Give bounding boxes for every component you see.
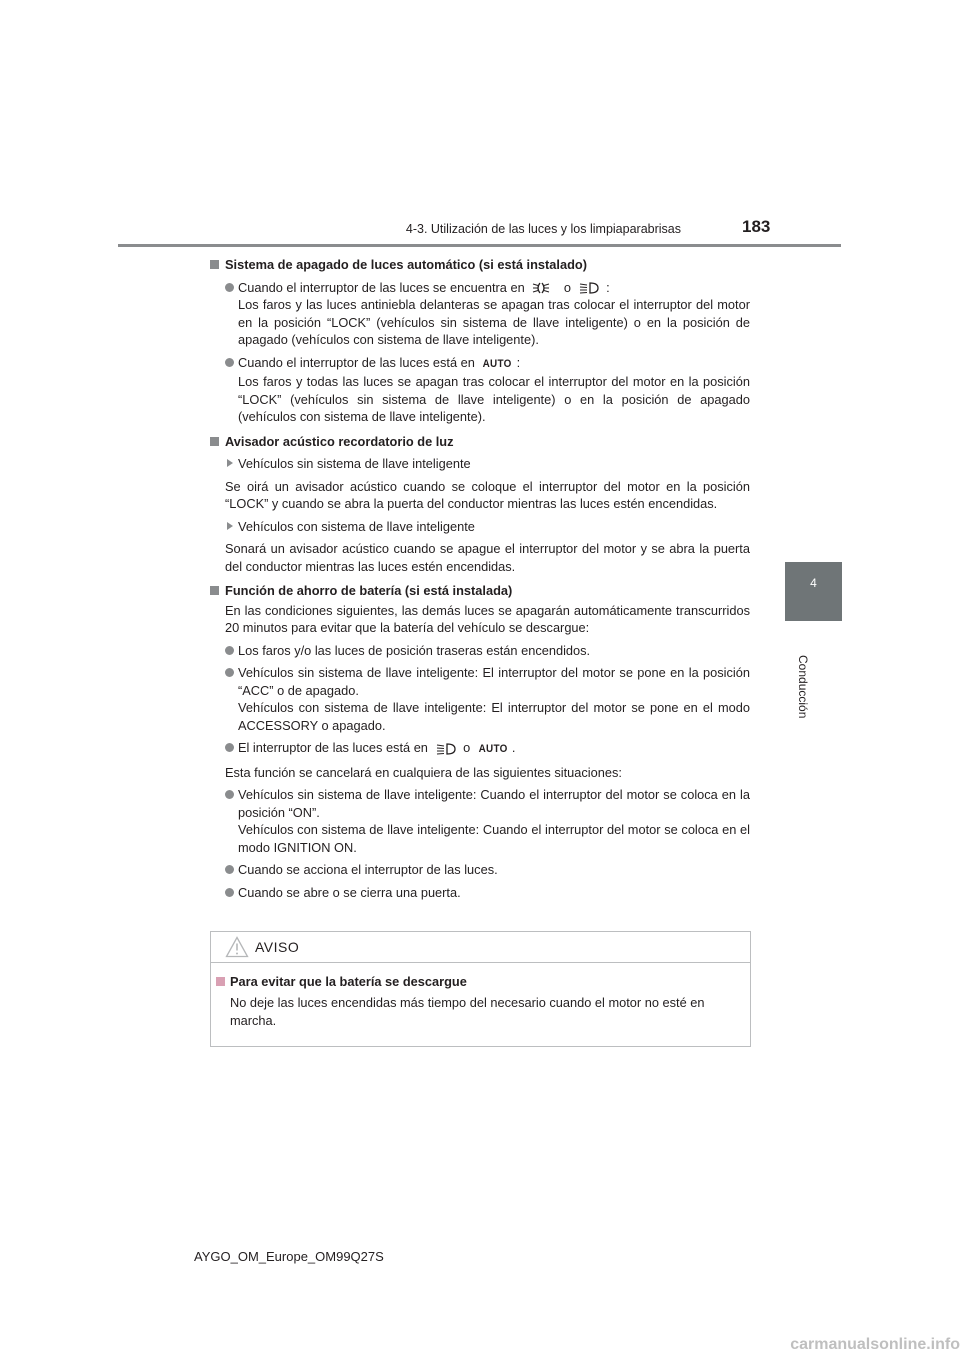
- header-section-title: 4-3. Utilización de las luces y los limpiaparabrisas: [405, 222, 681, 236]
- auto-symbol: AUTO: [483, 357, 513, 370]
- headlight-icon: [435, 742, 457, 756]
- document-code: AYGO_OM_Europe_OM99Q27S: [194, 1249, 384, 1264]
- list-item: Los faros y/o las luces de posición traseras están encendidos.: [210, 642, 750, 660]
- list-item: Vehículos sin sistema de llave inteligente: Cuando el interruptor del motor se coloca en la posición “ON”. Vehículos con sistema de llave inteligente: Cuando el interruptor del motor se coloca en el modo IGNITION ON.: [210, 786, 750, 856]
- warning-box: [210, 931, 751, 1047]
- paragraph: Esta función se cancelará en cualquiera de las siguientes situaciones:: [225, 764, 622, 780]
- list-item: Cuando se abre o se cierra una puerta.: [210, 884, 750, 902]
- square-bullet-icon: [210, 586, 219, 595]
- round-bullet-icon: [225, 358, 234, 367]
- tail-lights-icon: [531, 281, 557, 295]
- paragraph: Sonará un avisador acústico cuando se apague el interruptor del motor y se abra la puerta del conductor mientras las luces estén encendidas.: [225, 541, 750, 574]
- sub-heading: Vehículos con sistema de llave inteligente: [210, 518, 750, 536]
- page-number: 183: [742, 217, 771, 236]
- list-item: Vehículos sin sistema de llave inteligente: El interruptor del motor se pone en la posición “ACC” o de apagado. Vehículos con sistema de llave inteligente: El interruptor del motor se pone en el modo ACCESSORY o apagado.: [210, 664, 750, 734]
- auto-symbol: AUTO: [478, 743, 508, 755]
- chapter-number: 4: [810, 576, 817, 590]
- warning-triangle-icon: [225, 936, 249, 958]
- headlight-icon: [578, 281, 600, 295]
- warning-text: No deje las luces encendidas más tiempo del necesario cuando el motor no esté en marcha.: [230, 995, 705, 1028]
- warning-heading: Para evitar que la batería se descargue: [230, 973, 740, 991]
- triangle-bullet-icon: [227, 522, 233, 530]
- warning-title: AVISO: [255, 939, 300, 955]
- warning-body: [211, 963, 750, 1030]
- list-item: Cuando el interruptor de las luces se encuentra en o : Los faros y las luces antiniebla delanteras se apagan tras colocar el interruptor del motor en la posición “LOCK” (vehículos sin sistema de llave inteligente) o en la posición de apagado (vehículos con sistema de llave inteligente).: [210, 279, 750, 349]
- warning-header: [211, 932, 750, 963]
- section-heading: Sistema de apagado de luces automático (si está instalado): [210, 256, 750, 274]
- round-bullet-icon: [225, 743, 234, 752]
- round-bullet-icon: [225, 790, 234, 799]
- round-bullet-icon: [225, 888, 234, 897]
- list-item: Cuando el interruptor de las luces está en AUTO : Los faros y todas las luces se apagan tras colocar el interruptor del motor en la posición “LOCK” (vehículos sin sistema de llave inteligente) o en la posición de apagado (vehículos con sistema de llave inteligente).: [210, 354, 750, 426]
- list-item: Cuando se acciona el interruptor de las luces.: [210, 861, 750, 879]
- section-heading: Función de ahorro de batería (si está instalada): [210, 582, 750, 600]
- paragraph: En las condiciones siguientes, las demás luces se apagarán automáticamente transcurridos 20 minutos para evitar que la batería del vehículo se descargue:: [225, 602, 750, 635]
- chapter-tab[interactable]: [785, 562, 842, 621]
- sub-heading: Vehículos sin sistema de llave inteligente: [210, 455, 750, 473]
- round-bullet-icon: [225, 646, 234, 655]
- square-bullet-icon: [216, 977, 225, 986]
- square-bullet-icon: [210, 437, 219, 446]
- main-content: [210, 256, 750, 901]
- watermark: carmanualsonline.info: [790, 1336, 960, 1353]
- section-heading: Avisador acústico recordatorio de luz: [210, 433, 750, 451]
- chapter-label: Conducción: [796, 655, 810, 719]
- list-item: El interruptor de las luces está en o AUTO .: [210, 739, 750, 759]
- round-bullet-icon: [225, 283, 234, 292]
- triangle-bullet-icon: [227, 459, 233, 467]
- round-bullet-icon: [225, 668, 234, 677]
- square-bullet-icon: [210, 260, 219, 269]
- paragraph: Se oirá un avisador acústico cuando se coloque el interruptor del motor en la posición “LOCK” y cuando se abra la puerta del conductor mientras las luces estén encendidas.: [225, 478, 750, 511]
- header-divider: [118, 244, 841, 247]
- round-bullet-icon: [225, 865, 234, 874]
